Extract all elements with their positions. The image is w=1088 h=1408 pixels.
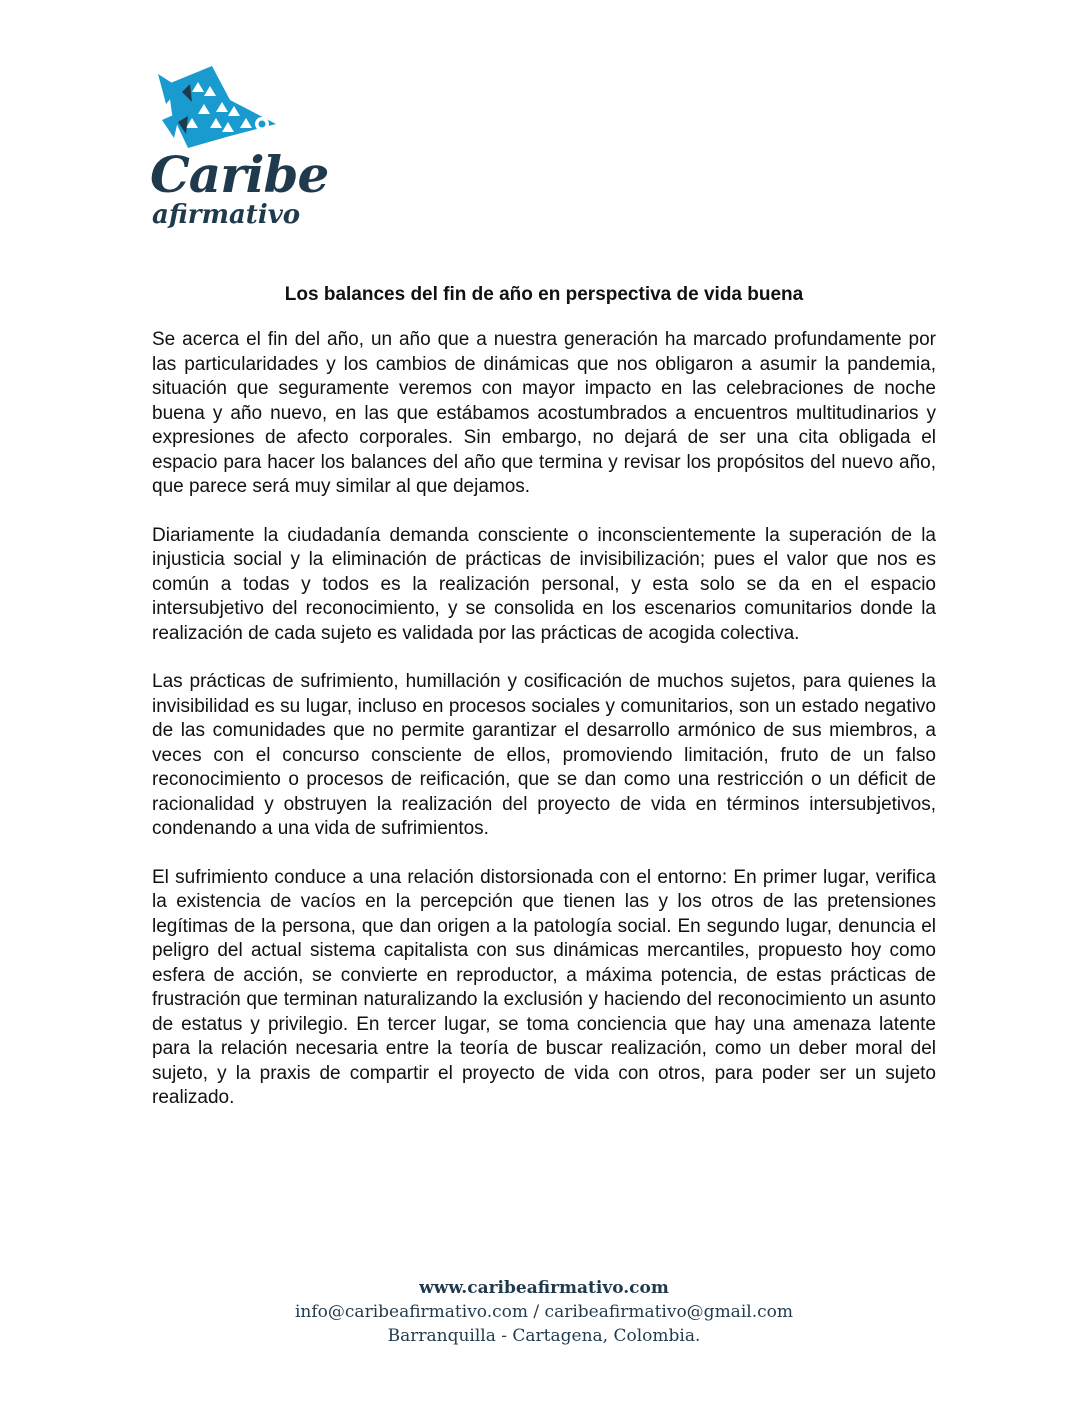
logo-wordmark-afirmativo: afirmativo	[152, 200, 301, 230]
logo	[150, 62, 329, 242]
document-body	[152, 328, 936, 1135]
footer-location: Barranquilla - Cartagena, Colombia.	[387, 1326, 701, 1346]
paragraph-4: El sufrimiento conduce a una relación distorsionada con el entorno: En primer lugar, verifica la existencia de vacíos en la percepción que tienen las y los otros de las pretensiones legítimas de la persona, que dan origen a la patología social. En segundo lugar, denuncia el peligro del actual sistema capitalista con sus dinámicas mercantiles, propuesto hoy como esfera de acción, se convierte en reproductor, a máxima potencia, de estas prácticas de frustración que terminan naturalizando la exclusión y haciendo del reconocimiento un asunto de estatus y privilegio. En tercer lugar, se toma conciencia que hay una amenaza latente para la relación necesaria entre la teoría de buscar realización, como un deber moral del sujeto, y la praxis de compartir el proyecto de vida con otros, para poder ser un sujeto realizado.	[152, 866, 936, 1108]
paragraph-3: Las prácticas de sufrimiento, humillación y cosificación de muchos sujetos, para quienes la invisibilidad es su lugar, incluso en procesos sociales y comunitarios, son un estado negativo de las comunidades que no permite garantizar el desarrollo armónico de sus miembros, a veces con el concurso consciente de ellos, promoviendo limitación, fruto de un falso reconocimiento o procesos de reificación, que se dan como una restricción o un déficit de racionalidad y obstruyen la realización del proyecto de vida en términos intersubjetivos, condenando a una vida de sufrimientos.	[152, 671, 936, 839]
logo-wordmark-caribe: Caribe	[150, 145, 329, 204]
footer-website-link[interactable]: www.caribeafirmativo.com	[419, 1278, 669, 1298]
paragraph-1: Se acerca el fin del año, un año que a nuestra generación ha marcado profundamente por las particularidades y los cambios de dinámicas que nos obligaron a asumir la pandemia, situación que seguramente veremos con mayor impacto en las celebraciones de noche buena y año nuevo, en las que estábamos acostumbrados a encuentros multitudinarios y expresiones de afecto corporales. Sin embargo, no dejará de ser una cita obligada el espacio para hacer los balances del año que termina y revisar los propósitos del nuevo año, que parece será muy similar al que dejamos.	[152, 329, 936, 497]
footer-emails[interactable]: info@caribeafirmativo.com / caribeafirmativo@gmail.com	[295, 1302, 793, 1322]
fish-icon	[158, 62, 288, 152]
document-title: Los balances del fin de año en perspectiva de vida buena	[284, 284, 804, 305]
footer	[0, 1276, 1088, 1348]
paragraph-2: Diariamente la ciudadanía demanda consciente o inconscientemente la superación de la injusticia social y la eliminación de prácticas de invisibilización; pues el valor que nos es común a todas y todos es la realización personal, y esta solo se da en el espacio intersubjetivo del reconocimiento, y se consolida en los escenarios comunitarios donde la realización de cada sujeto es validada por las prácticas de acogida colectiva.	[152, 524, 936, 644]
